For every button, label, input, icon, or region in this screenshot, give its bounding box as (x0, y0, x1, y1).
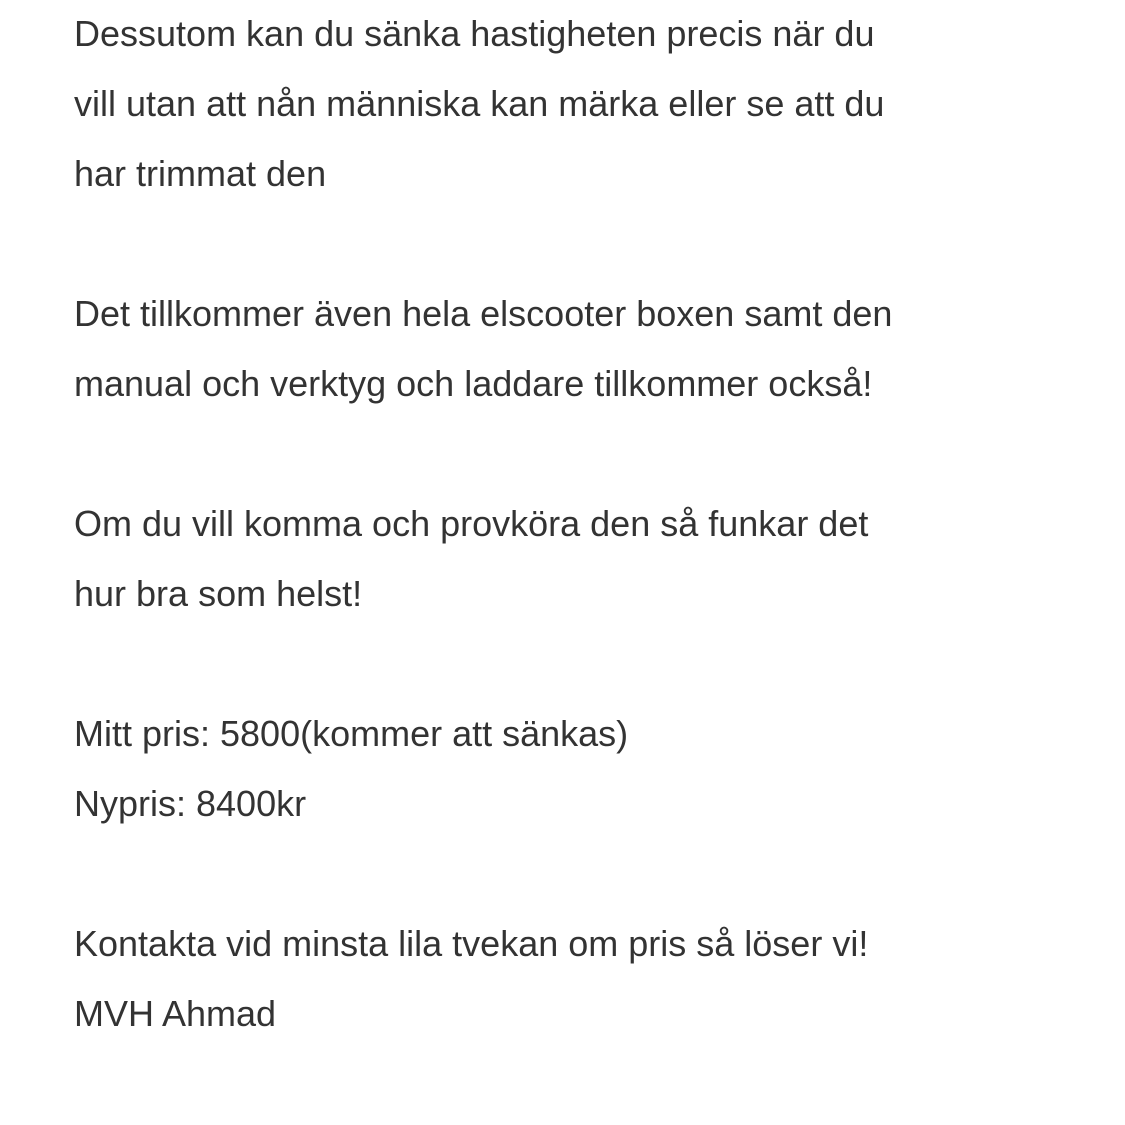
text-line: vill utan att nån människa kan märka eller se att du (74, 83, 885, 124)
text-line: Kontakta vid minsta lila tvekan om pris så löser vi! (74, 923, 869, 964)
text-line: manual och verktyg och laddare tillkommer också! (74, 363, 873, 404)
new-price-line: Nypris: 8400kr (74, 783, 307, 824)
text-line: Det tillkommer även hela elscooter boxen samt den (74, 293, 893, 334)
text-line: Om du vill komma och provköra den så funkar det (74, 503, 869, 544)
text-line: Dessutom kan du sänka hastigheten precis när du (74, 13, 875, 54)
text-line: har trimmat den (74, 153, 327, 194)
signature-line: MVH Ahmad (74, 993, 277, 1034)
price-line: Mitt pris: 5800(kommer att sänkas) (74, 713, 629, 754)
text-line: hur bra som helst! (74, 573, 363, 614)
